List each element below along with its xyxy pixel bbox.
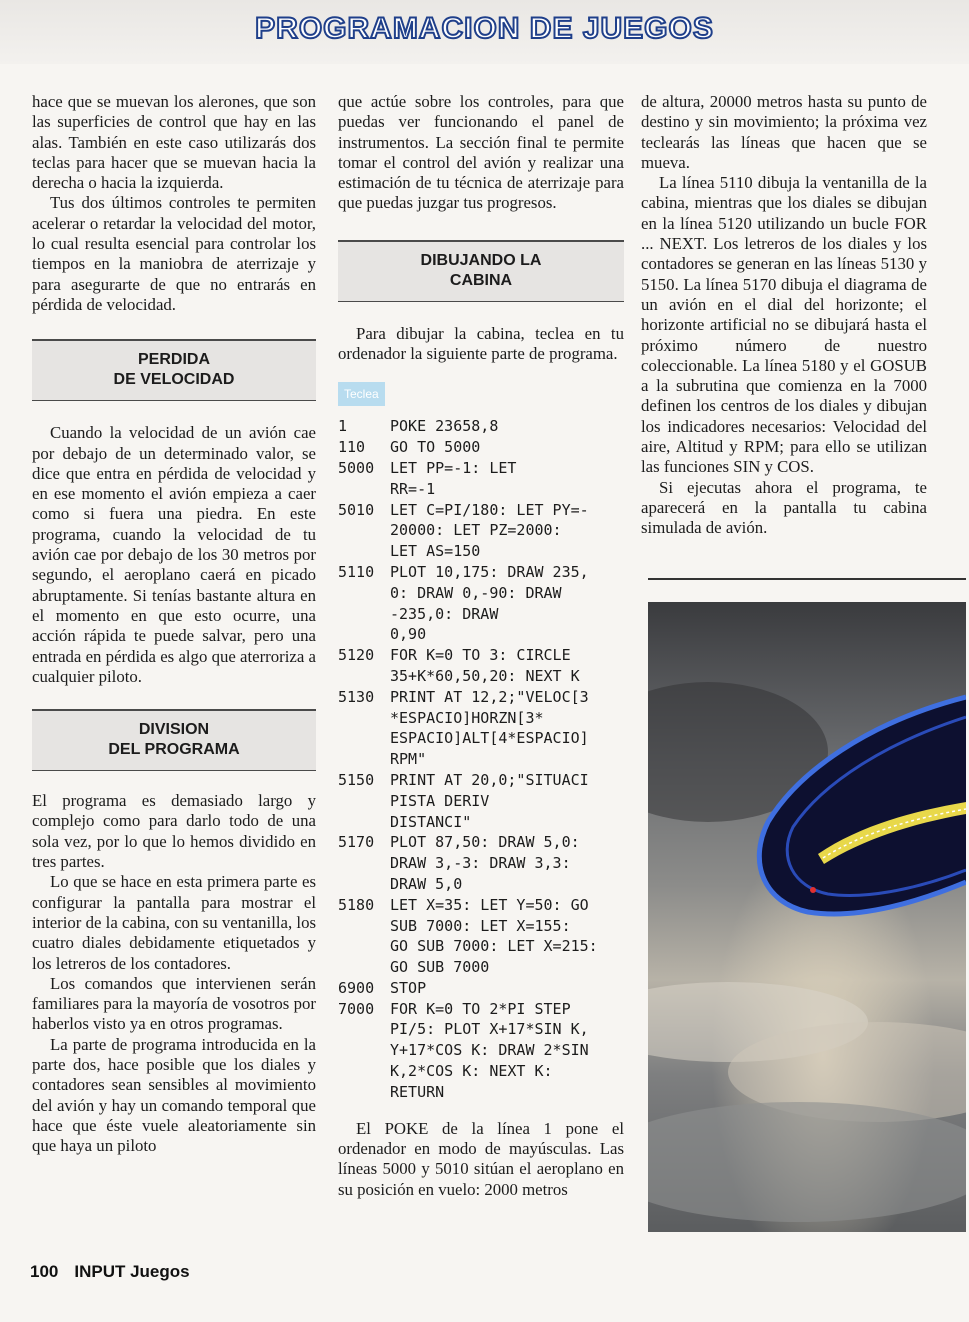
paragraph: Los comandos que intervienen serán familiares para la mayoría de vosotros por haberlos visto ya en otros programas. <box>32 973 316 1034</box>
code-text-line: LET C=PI/180: LET PY=- <box>390 500 589 519</box>
code-text-line: STOP <box>390 978 427 997</box>
code-text <box>390 437 624 458</box>
code-line <box>338 645 624 687</box>
code-text-line: POKE 23658,8 <box>390 417 499 436</box>
subheading-line: DIBUJANDO LA <box>420 251 542 269</box>
code-line <box>338 770 624 832</box>
code-line <box>338 687 624 770</box>
code-text-line: LET PP=-1: LET <box>390 458 517 477</box>
code-text-line: SUB 7000: LET X=155: <box>390 916 571 935</box>
code-listing <box>338 416 624 1102</box>
code-line <box>338 562 624 645</box>
subheading-line: DIVISION <box>138 721 210 739</box>
code-text-line: RR=-1 <box>390 479 436 498</box>
line-number: 5000 <box>338 458 375 477</box>
paragraph: El POKE de la línea 1 pone el ordenador en modo de mayúsculas. Las líneas 5000 y 5010 sitúan el aeroplano en su posición en vuelo: 2000 metros <box>338 1118 624 1199</box>
column-1 <box>32 92 316 1156</box>
line-number: 6900 <box>338 978 375 997</box>
subheading-line: PERDIDA <box>137 351 210 369</box>
code-text <box>390 500 624 562</box>
code-text-line: PI/5: PLOT X+17*SIN K, <box>390 1020 589 1039</box>
code-text-line: Y+17*COS K: DRAW 2*SIN <box>390 1041 589 1060</box>
code-text-line: K,2*COS K: NEXT K: <box>390 1062 553 1081</box>
code-text-line: 20000: LET PZ=2000: <box>390 521 562 540</box>
code-line <box>338 500 624 562</box>
subheading-box <box>338 240 624 302</box>
column-2 <box>338 92 624 1200</box>
code-text <box>390 832 624 894</box>
paragraph: La línea 5110 dibuja la ventanilla de la cabina, mientras que los diales se dibujan en la línea 5120 utilizando un bucle FOR ... NEXT. Los letreros de los diales y los contadores se generan en las líneas 5130 y 5150. La línea 5170 dibuja el diagrama de un avión en el dial del horizonte; el horizonte artificial no se dibujará hasta el próximo número de nuestro coleccionable. La línea 5180 y el GOSUB a la subrutina que comienza en la 7000 definen los centros de los diales y dibujan los indicadores necesarios: Velocidad del aire, Altitud y RPM; para ello se utilizan las funciones SIN y COS. <box>641 173 927 477</box>
code-text-line: PRINT AT 20,0;"SITUACI <box>390 770 589 789</box>
paragraph: que actúe sobre los controles, para que puedas ver funcionando el panel de instrumentos. La sección final te permite tomar el control del avión y realizar una estimación de tu técnica de aterrizaje para que puedas juzgar tus progresos. <box>338 92 624 213</box>
teclea-label: Teclea <box>338 382 385 406</box>
subheading-line: CABINA <box>449 271 513 289</box>
code-text-line: GO SUB 7000 <box>390 958 490 977</box>
code-text-line: LET AS=150 <box>390 542 481 561</box>
code-line <box>338 999 624 1103</box>
code-line <box>338 458 624 500</box>
code-text-line: PISTA DERIV <box>390 791 490 810</box>
code-text <box>390 687 624 770</box>
code-text-line: RPM" <box>390 750 427 769</box>
page-footer <box>30 1262 206 1282</box>
paragraph: Tus dos últimos controles te permiten acelerar o retardar la velocidad del motor, lo cual resulta esencial para controlar los tiempos en la maniobra de aterrizaje y para asegurarte de que no entrarás en pérdida de velocidad. <box>32 193 316 314</box>
paragraph: de altura, 20000 metros hasta su punto de destino y sin movimiento; la próxima vez teclearás las líneas que hacen que se mueva. <box>641 92 927 172</box>
subheading-box <box>32 339 316 401</box>
page-number: 100 <box>30 1262 59 1281</box>
code-text-line: PRINT AT 12,2;"VELOC[3 <box>390 687 589 706</box>
code-text <box>390 645 624 687</box>
code-text-line: LET X=35: LET Y=50: GO <box>390 895 589 914</box>
line-number: 5110 <box>338 562 375 581</box>
code-text-line: FOR K=0 TO 3: CIRCLE <box>390 646 571 665</box>
column-3 <box>641 92 927 539</box>
code-text-line: DRAW 3,-3: DRAW 3,3: <box>390 854 571 873</box>
line-number: 5170 <box>338 833 375 852</box>
line-number: 110 <box>338 438 366 457</box>
subheading-line: DEL PROGRAMA <box>108 741 240 759</box>
code-text <box>390 458 624 500</box>
line-number: 1 <box>338 417 348 436</box>
code-text <box>390 999 624 1103</box>
paragraph: El programa es demasiado largo y complejo como para darlo todo de una sola vez, por lo que lo hemos dividido en tres partes. <box>32 791 316 872</box>
code-text-line: PLOT 10,175: DRAW 235, <box>390 562 589 581</box>
publication-title: INPUT Juegos <box>74 1262 190 1281</box>
paragraph: La parte de programa introducida en la parte dos, hace posible que los diales y contadores sean sensibles al movimiento del avión y hay un comando temporal que hace que éste vuele aleatoriamente sin que haya un piloto <box>32 1034 316 1156</box>
airplane-illustration <box>648 602 966 1232</box>
code-text-line: RETURN <box>390 1082 445 1101</box>
paragraph: Para dibujar la cabina, teclea en tu ordenador la siguiente parte de programa. <box>338 323 624 364</box>
section-title: PROGRAMACION DE JUEGOS <box>255 12 714 45</box>
code-line <box>338 895 624 978</box>
page-header <box>0 0 969 64</box>
code-text-line: GO TO 5000 <box>390 438 481 457</box>
code-text-line: ESPACIO]ALT[4*ESPACIO] <box>390 729 589 748</box>
code-text <box>390 978 624 999</box>
paragraph: Si ejecutas ahora el programa, te aparecerá en la pantalla tu cabina simulada de avión. <box>641 477 927 538</box>
line-number: 5180 <box>338 895 375 914</box>
paragraph: hace que se muevan los alerones, que son las superficies de control que hay en las alas. También en este caso utilizarás dos teclas para hacer que se muevan hacia la derecha o hacia la izquierda. <box>32 92 316 193</box>
subheading-box <box>32 709 316 771</box>
code-text-line: FOR K=0 TO 2*PI STEP <box>390 999 571 1018</box>
code-line <box>338 832 624 894</box>
column-rule <box>648 578 966 580</box>
code-text-line: DISTANCI" <box>390 812 472 831</box>
line-number: 5150 <box>338 770 375 789</box>
code-text-line: -235,0: DRAW <box>390 604 499 623</box>
code-text-line: 0: DRAW 0,-90: DRAW <box>390 583 562 602</box>
code-text-line: 0,90 <box>390 625 427 644</box>
code-text <box>390 770 624 832</box>
code-line <box>338 416 624 437</box>
paragraph: Cuando la velocidad de un avión cae por debajo de un determinado valor, se dice que entra en pérdida de velocidad y en ese momento el avión empieza a caer como si fuera una piedra. En este programa, cuando la velocidad de tu avión cae por debajo de los 30 metros por segundo, el aeroplano caerá en picado abruptamente. Si tenías bastante altura en el momento en que esto ocurre, una acción rápida te puede salvar, pero una entrada en pérdida es algo que aterroriza a cualquier piloto. <box>32 423 316 686</box>
subheading-line: DE VELOCIDAD <box>113 371 235 389</box>
line-number: 5130 <box>338 687 375 706</box>
line-number: 5120 <box>338 646 375 665</box>
line-number: 7000 <box>338 999 375 1018</box>
line-number: 5010 <box>338 500 375 519</box>
code-text <box>390 416 624 437</box>
code-text-line: GO SUB 7000: LET X=215: <box>390 937 598 956</box>
code-line <box>338 437 624 458</box>
code-line <box>338 978 624 999</box>
code-text-line: 35+K*60,50,20: NEXT K <box>390 666 580 685</box>
code-text-line: DRAW 5,0 <box>390 874 463 893</box>
code-text <box>390 562 624 645</box>
code-text-line: *ESPACIO]HORZN[3* <box>390 708 544 727</box>
code-text-line: PLOT 87,50: DRAW 5,0: <box>390 833 580 852</box>
code-text <box>390 895 624 978</box>
paragraph: Lo que se hace en esta primera parte es configurar la pantalla para mostrar el interior de la cabina, con su ventanilla, los cuatro diales debidamente etiquetados y los letreros de los contadores. <box>32 872 316 973</box>
